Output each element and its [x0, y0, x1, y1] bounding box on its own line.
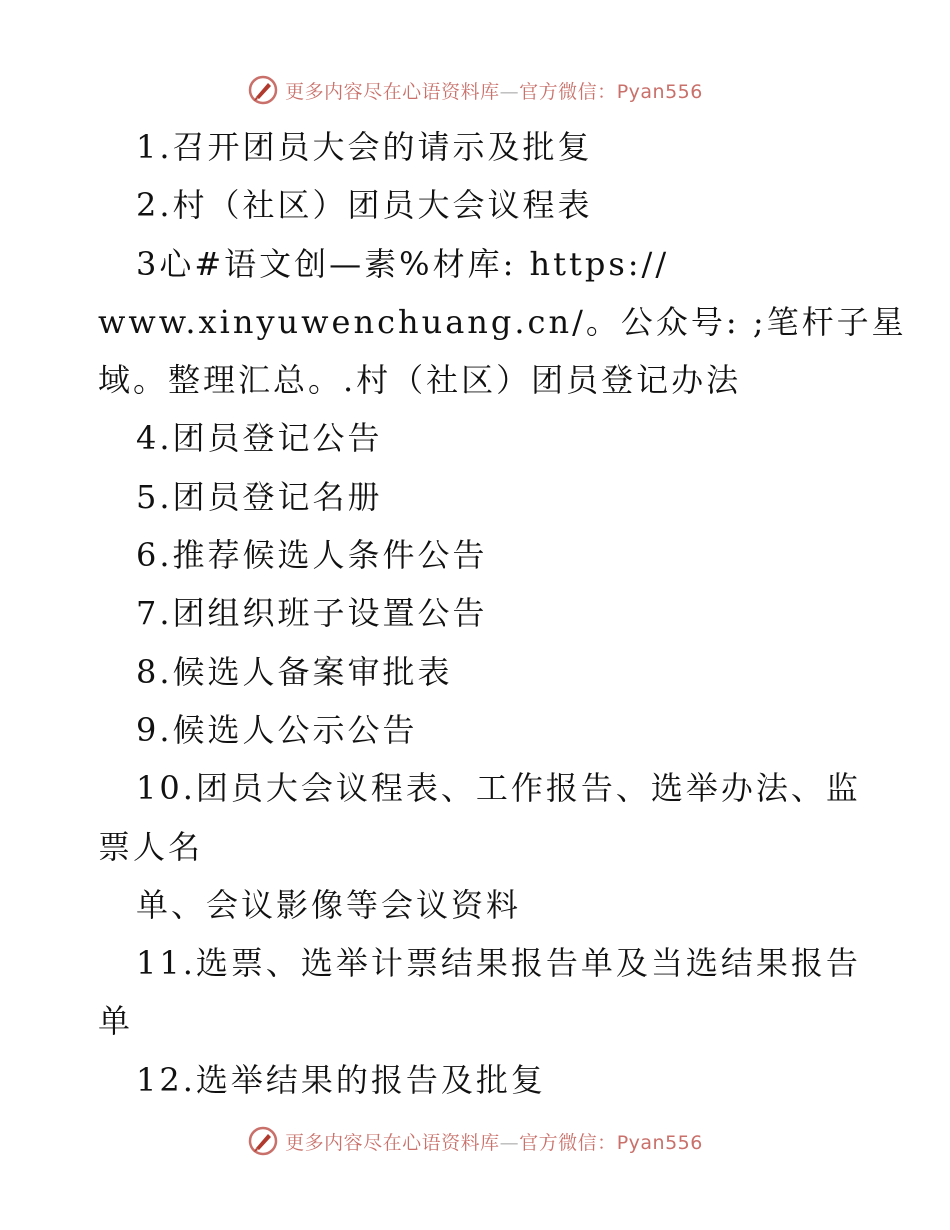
watermark-brand: 更多内容尽在心语资料库 [285, 1131, 500, 1154]
watermark-separator: — [499, 1131, 520, 1154]
list-item-continuation: 域。整理汇总。.村（社区）团员登记办法 [98, 361, 742, 400]
watermark-wechat-id: Pyan556 [616, 1131, 703, 1154]
quill-pen-logo-icon [247, 1125, 279, 1157]
list-item: 10.团员大会议程表、工作报告、选举办法、监 [136, 769, 861, 808]
list-item: 8.候选人备案审批表 [136, 652, 453, 691]
list-item-continuation: 单 [98, 1002, 134, 1041]
list-item: 6.推荐候选人条件公告 [136, 536, 488, 575]
watermark-text [285, 1128, 703, 1155]
document-body [98, 118, 907, 1109]
watermark-footer [0, 1121, 950, 1161]
list-item-continuation: www.xinyuwenchuang.cn/。公众号: ;笔杆子星 [98, 302, 907, 341]
list-item: 12.选举结果的报告及批复 [136, 1060, 546, 1099]
watermark-header [0, 70, 950, 110]
watermark-separator: — [499, 80, 520, 103]
watermark-text [285, 77, 703, 104]
list-item: 2.村（社区）团员大会议程表 [136, 186, 593, 225]
list-item: 4.团员登记公告 [136, 419, 383, 458]
list-item-continuation: 票人名 [98, 827, 204, 866]
watermark-wechat-id: Pyan556 [616, 80, 703, 103]
list-item: 5.团员登记名册 [136, 477, 383, 516]
list-item: 11.选票、选举计票结果报告单及当选结果报告 [136, 944, 861, 983]
list-item: 3心#语文创—素%材库: https:// [136, 244, 670, 283]
list-item: 单、会议影像等会议资料 [136, 885, 522, 924]
watermark-wechat-label: 官方微信： [519, 1131, 617, 1154]
quill-pen-logo-icon [247, 74, 279, 106]
watermark-wechat-label: 官方微信： [519, 80, 617, 103]
watermark-brand: 更多内容尽在心语资料库 [285, 80, 500, 103]
list-item: 7.团组织班子设置公告 [136, 594, 488, 633]
list-item: 1.召开团员大会的请示及批复 [136, 128, 593, 166]
list-item: 9.候选人公示公告 [136, 710, 418, 749]
